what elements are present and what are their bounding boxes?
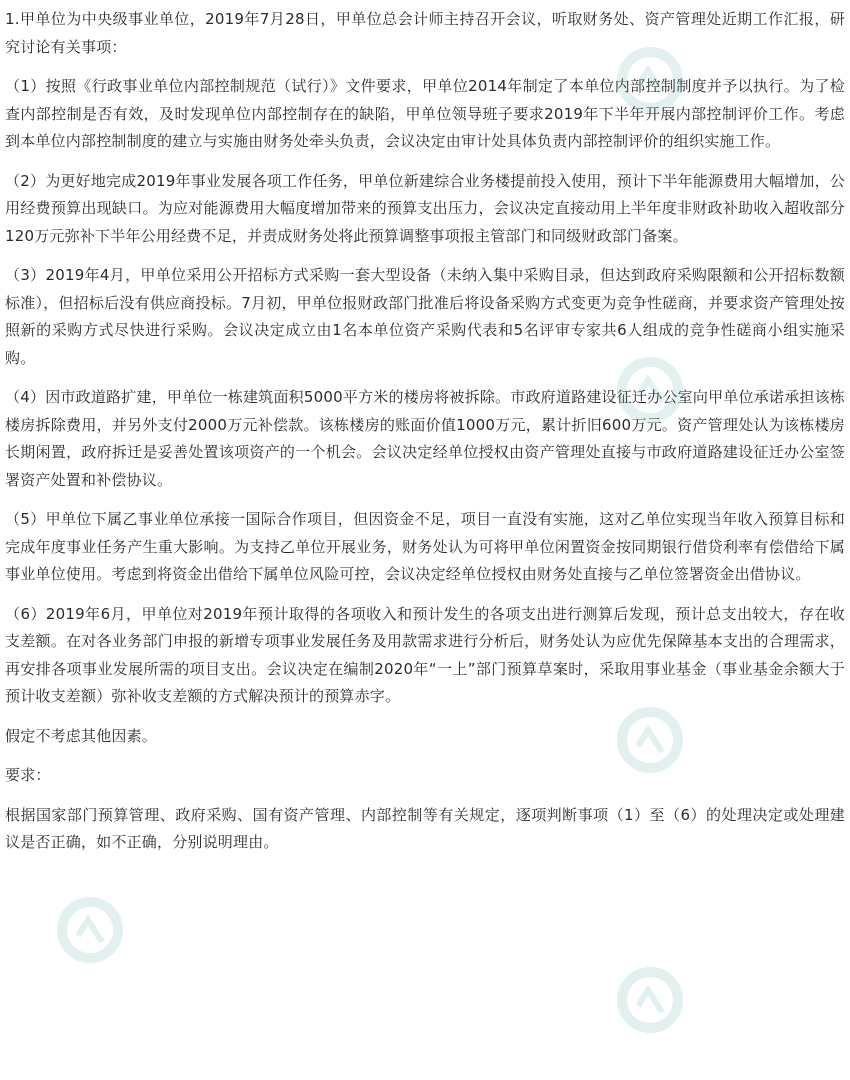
item-4: （4）因市政道路扩建，甲单位一栋建筑面积5000平方米的楼房将被拆除。市政府道路建设征迁办公室向甲单位承诺承担该栋楼房拆除费用，并另外支付2000万元补偿款。该栋楼房的账面价值1000万元，累计折旧600万元。资产管理处认为该栋楼房长期闲置，政府拆迁是妥善处置该项资产的一个机会。会议决定经单位授权由资产管理处直接与市政府道路建设征迁办公室签署资产处置和补偿协议。 [5, 388, 845, 489]
document-body [5, 6, 845, 869]
item-3: （3）2019年4月，甲单位采用公开招标方式采购一套大型设备（未纳入集中采购目录，但达到政府采购限额和公开招标数额标准），但招标后没有供应商投标。7月初，甲单位报财政部门批准后将设备采购方式变更为竞争性磋商，并要求资产管理处按照新的采购方式尽快进行采购。会议决定成立由1名本单位资产采购代表和5名评审专家共6人组成的竞争性磋商小组实施采购。 [5, 266, 845, 367]
item-1: （1）按照《行政事业单位内部控制规范（试行）》文件要求，甲单位2014年制定了本单位内部控制制度并予以执行。为了检查内部控制是否有效，及时发现单位内部控制存在的缺陷，甲单位领导班子要求2019年下半年开展内部控制评价工作。考虑到本单位内部控制制度的建立与实施由财务处牵头负责，会议决定由审计处具体负责内部控制评价的组织实施工作。 [5, 77, 845, 150]
watermark-logo-icon [30, 870, 150, 990]
item-5: （5）甲单位下属乙事业单位承接一国际合作项目，但因资金不足，项目一直没有实施，这对乙单位实现当年收入预算目标和完成年度事业任务产生重大影响。为支持乙单位开展业务，财务处认为可将甲单位闲置资金按同期银行借贷利率有偿借给下属事业单位使用。考虑到将资金出借给下属单位风险可控，会议决定经单位授权由财务处直接与乙单位签署资金出借协议。 [5, 510, 845, 583]
watermark-logo-icon [590, 940, 710, 1060]
requirement-label: 要求： [5, 766, 51, 784]
item-6: （6）2019年6月，甲单位对2019年预计取得的各项收入和预计发生的各项支出进行测算后发现，预计总支出较大，存在收支差额。在对各业务部门申报的新增专项事业发展任务及用款需求进行分析后，财务处认为应优先保障基本支出的合理需求，再安排各项事业发展所需的项目支出。会议决定在编制2020年“一上”部门预算草案时，采取用事业基金（事业基金余额大于预计收支差额）弥补收支差额的方式解决预计的预算赤字。 [5, 604, 845, 705]
assumption-note: 假定不考虑其他因素。 [5, 726, 158, 745]
item-2: （2）为更好地完成2019年事业发展各项工作任务，甲单位新建综合业务楼提前投入使用，预计下半年能源费用大幅增加，公用经费预算出现缺口。为应对能源费用大幅度增加带来的预算支出压力，会议决定直接动用上半年度非财政补助收入超收部分120万元弥补下半年公用经费不足，并责成财务处将此预算调整事项报主管部门和同级财政部门备案。 [5, 171, 845, 245]
requirement-text: 根据国家部门预算管理、政府采购、国有资产管理、内部控制等有关规定，逐项判断事项（1）至（6）的处理决定或处理建议是否正确，如不正确，分别说明理由。 [5, 805, 845, 851]
question-intro: 1.甲单位为中央级事业单位，2019年7月28日，甲单位总会计师主持召开会议，听取财务处、资产管理处近期工作汇报，研究讨论有关事项： [5, 10, 845, 56]
